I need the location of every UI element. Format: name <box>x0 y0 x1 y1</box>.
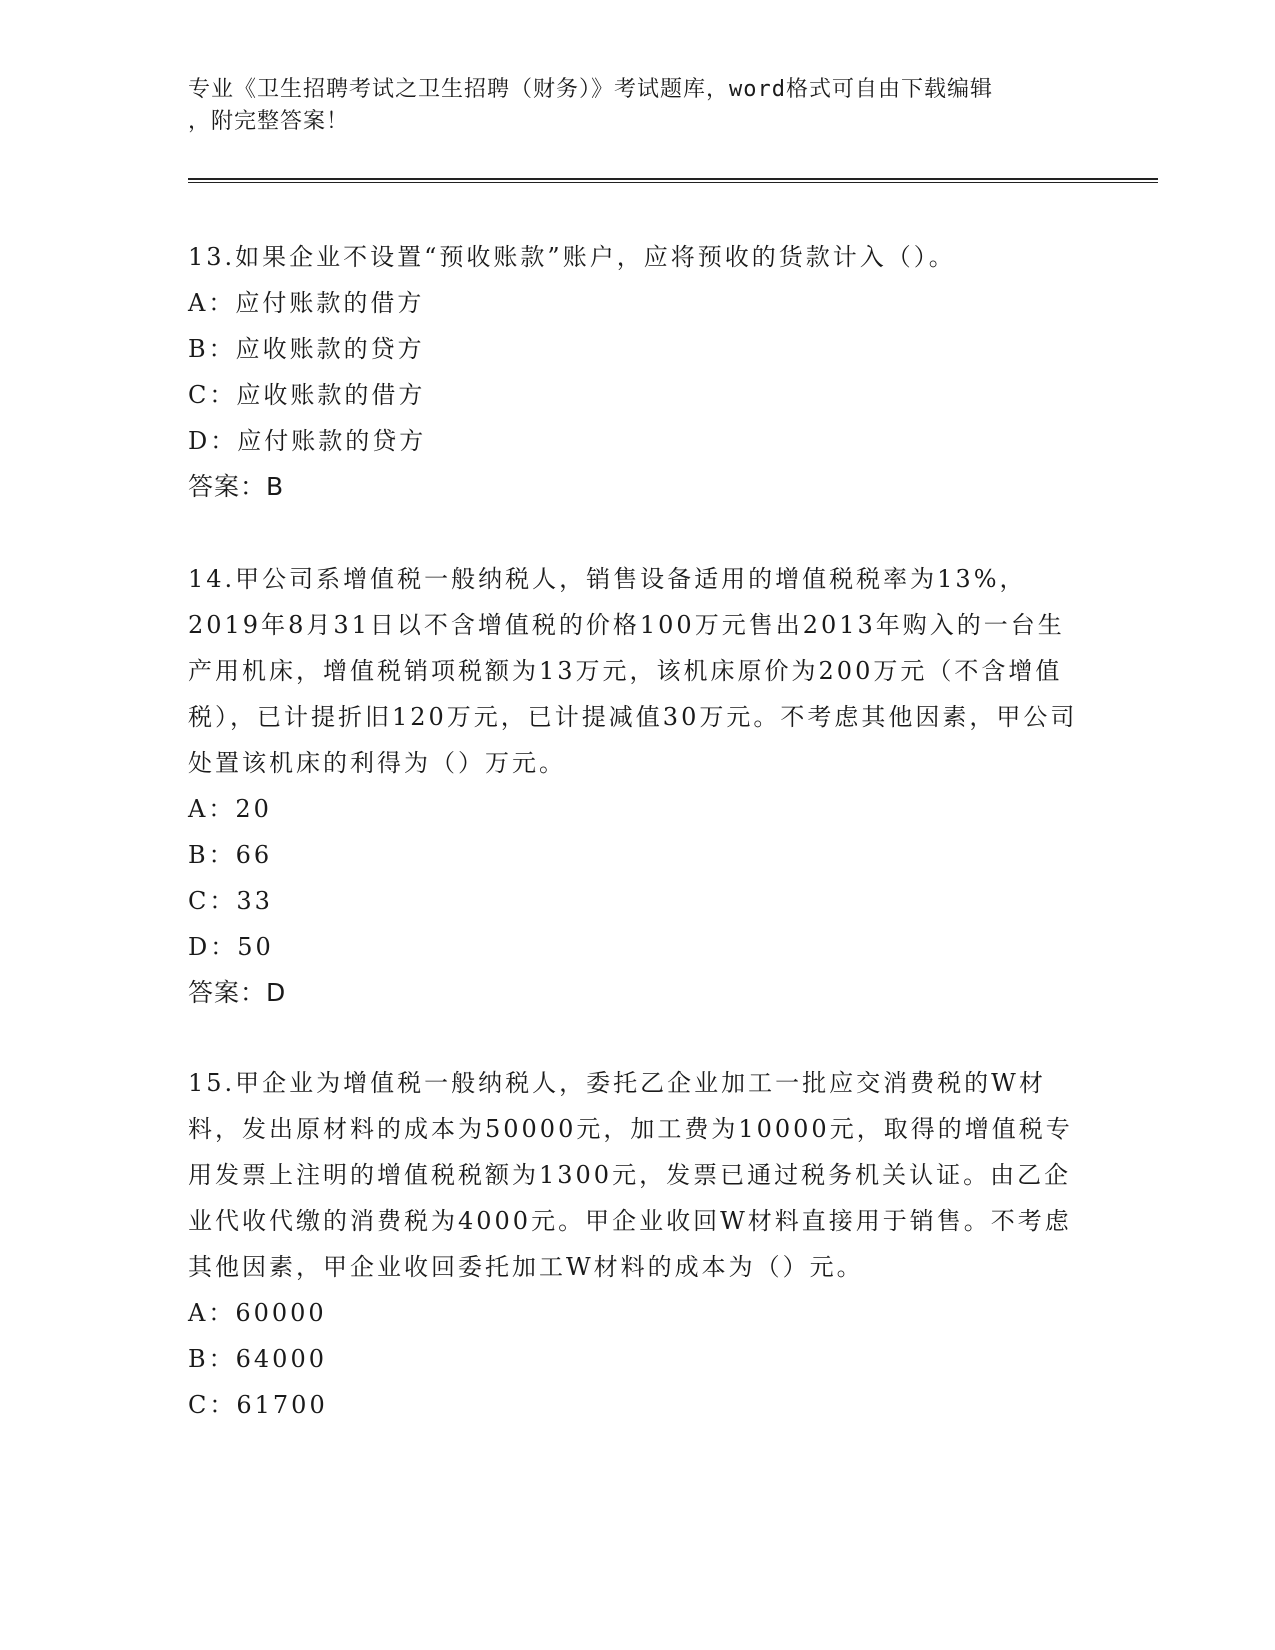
option-b: B：64000 <box>188 1345 327 1373</box>
option-c: C：33 <box>188 887 273 915</box>
option-a: A：应付账款的借方 <box>188 289 425 317</box>
question-stem: 14.甲公司系增值税一般纳税人，销售设备适用的增值税税率为13%，2019年8月31日以不含增值税的价格100万元售出2013年购入的一台生产用机床，增值税销项税额为13万元，该机床原价为200万元（不含增值税），已计提折旧120万元，已计提减值30万元。不考虑其他因素，甲公司处置该机床的利得为（）万元。 <box>188 565 1078 777</box>
question-stem: 15.甲企业为增值税一般纳税人，委托乙企业加工一批应交消费税的W材料，发出原材料的成本为50000元，加工费为10000元，取得的增值税专用发票上注明的增值税税额为1300元，发票已通过税务机关认证。由乙企业代收代缴的消费税为4000元。甲企业收回W材料直接用于销售。不考虑其他因素，甲企业收回委托加工W材料的成本为（）元。 <box>188 1069 1073 1281</box>
question-15 <box>188 1060 1078 1428</box>
option-b: B：应收账款的贷方 <box>188 335 425 363</box>
option-d: D：应付账款的贷方 <box>188 427 427 455</box>
option-c: C：应收账款的借方 <box>188 381 426 409</box>
option-d: D：50 <box>188 933 274 961</box>
header-line-1: 专业《卫生招聘考试之卫生招聘（财务）》考试题库，word格式可自由下载编辑 <box>188 77 993 102</box>
question-14 <box>188 556 1078 1016</box>
answer-line: 答案：D <box>188 978 287 1007</box>
header-divider <box>188 178 1158 180</box>
option-b: B：66 <box>188 841 273 869</box>
question-stem: 13.如果企业不设置“预收账款”账户，应将预收的货款计入（）。 <box>188 243 956 271</box>
option-a: A：20 <box>188 795 272 823</box>
question-13 <box>188 234 1078 510</box>
header-line-2: ，附完整答案！ <box>188 109 350 134</box>
option-a: A：60000 <box>188 1299 327 1327</box>
document-header <box>188 74 1068 138</box>
answer-line: 答案：B <box>188 472 285 501</box>
option-c: C：61700 <box>188 1391 328 1419</box>
header-divider-thin <box>188 182 1158 183</box>
